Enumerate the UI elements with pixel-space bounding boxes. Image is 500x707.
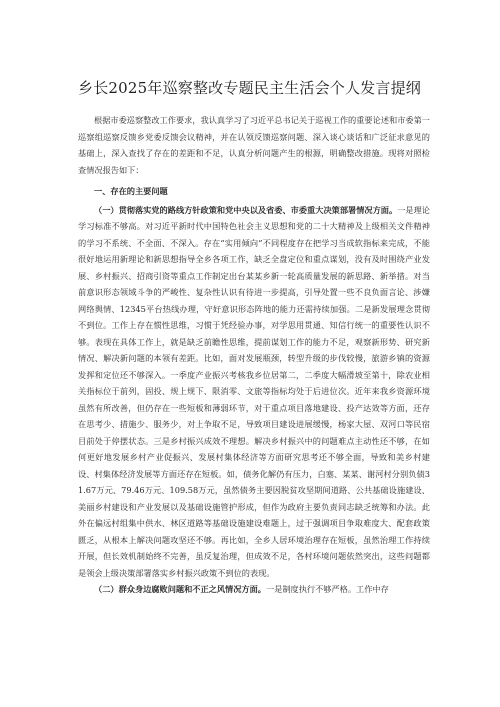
document-body	[78, 112, 430, 598]
subsection-2-heading: （二）群众身边腐败问题和不正之风情况方面。	[94, 584, 266, 594]
section-heading: 一、存在的主要问题	[94, 186, 168, 196]
subsection-1-text: 一是理论学习标准不够高。对习近平新时代中国特色社会主义思想和党的二十大精神及上级相关文件精神的学习不系统、不全面、不深入。存在“实用倾向”不同程度存在把学习当成软指标来完成，不能很好地运用新理论和新思想指导全乡各项工作，缺乏全盘定位和重点谋划，没有及时围绕产业发展、乡村振兴、招商引资等重点工作制定出台某某乡新一轮高质量发展的新思路、新举措。对当前意识形态领域斗争的严峻性、复杂性认识有待进一步提高，引导处置一些不良负面言论、涉嫌网络舆情、12345平台热线办理，守好意识形态阵地的能力还需持续加强。二是新发展理念贯彻不到位。工作上存在惯性思维，习惯于凭经验办事，对学思用贯通、知信行统一的重要性认识不够。表现在具体工作上，就是缺乏前瞻性思维，提前谋划工作的能力不足，观察新形势、研究新情况、解决新问题的本领有差距。比如，面对发展瓶颈，转型升级的步伐较慢，旅游乡镇的资源发挥和定位还不够深入。一季度产业振兴考核我乡位居第二，二季度大幅滑坡至第十，除农业相关指标位于前列，固投、规上规下、限消零、文旅等指标均处于后进位次。近年来我乡资源环境虽然有所改善，但仍存在一些短板和薄弱环节，对于重点项目落地建设、投产达效等方面，还存在思考少、措施少、服务少，对上争取不足，导致项目建设进展缓慢，杨家大屋、双河口等民宿目前处于停摆状态。三是乡村振兴成效不理想。解决乡村振兴中的问题难点主动性还不够，在如何更好地发展乡村产业促振兴、发展村集体经济等方面研究思考还不够全面，导致和美乡村建设、村集体经济发展等方面还存在短板。如，债务化解仍有压力，白塞、某某、谢河村分别负债31.67万元、79.46万元、109.58万元，虽然债务主要因脱贫攻坚期间道路、公共基础设施建设、美丽乡村建设和产业发展以及基础设施管护形成，但作为政府主要负责同志缺乏统筹和办法。此外在偏远村组集中供水、林区道路等基础设施建设难题上，过于强调项目争取难度大、配套政策匮乏，从根本上解决问题攻坚还不够。再比如，全乡人居环境治理存在短板，虽然治理工作持续开展，但长效机制始终不完善，虽反复治理，但成效不足，各村环境问题依然突出，这些问题都是领会上级决策部署落实乡村振兴政策不到位的表现。	[78, 204, 430, 578]
intro-paragraph: 根据市委巡察整改工作要求，我认真学习了习近平总书记关于巡视工作的重要论述和市委第一巡察组巡察反馈乡党委反馈会议精神，并在认领反馈巡察问题、深入谈心谈话和广泛征求意见的基础上，深入查找了存在的差距和不足，认真分析问题产生的根源，明确整改措施。现将对照检查情况报告如下：	[78, 115, 430, 175]
subsection-1-heading: （一）贯彻落实党的路线方针政策和党中央以及省委、市委重大决策部署情况方面。	[94, 204, 398, 215]
subsection-2-paragraph	[78, 581, 430, 598]
subsection-2-text: 一是制度执行不够严格。工作中存	[265, 584, 389, 594]
subsection-1-paragraph	[78, 202, 430, 582]
document-title: 乡长2025年巡察整改专题民主生活会个人发言提纲	[78, 79, 421, 97]
